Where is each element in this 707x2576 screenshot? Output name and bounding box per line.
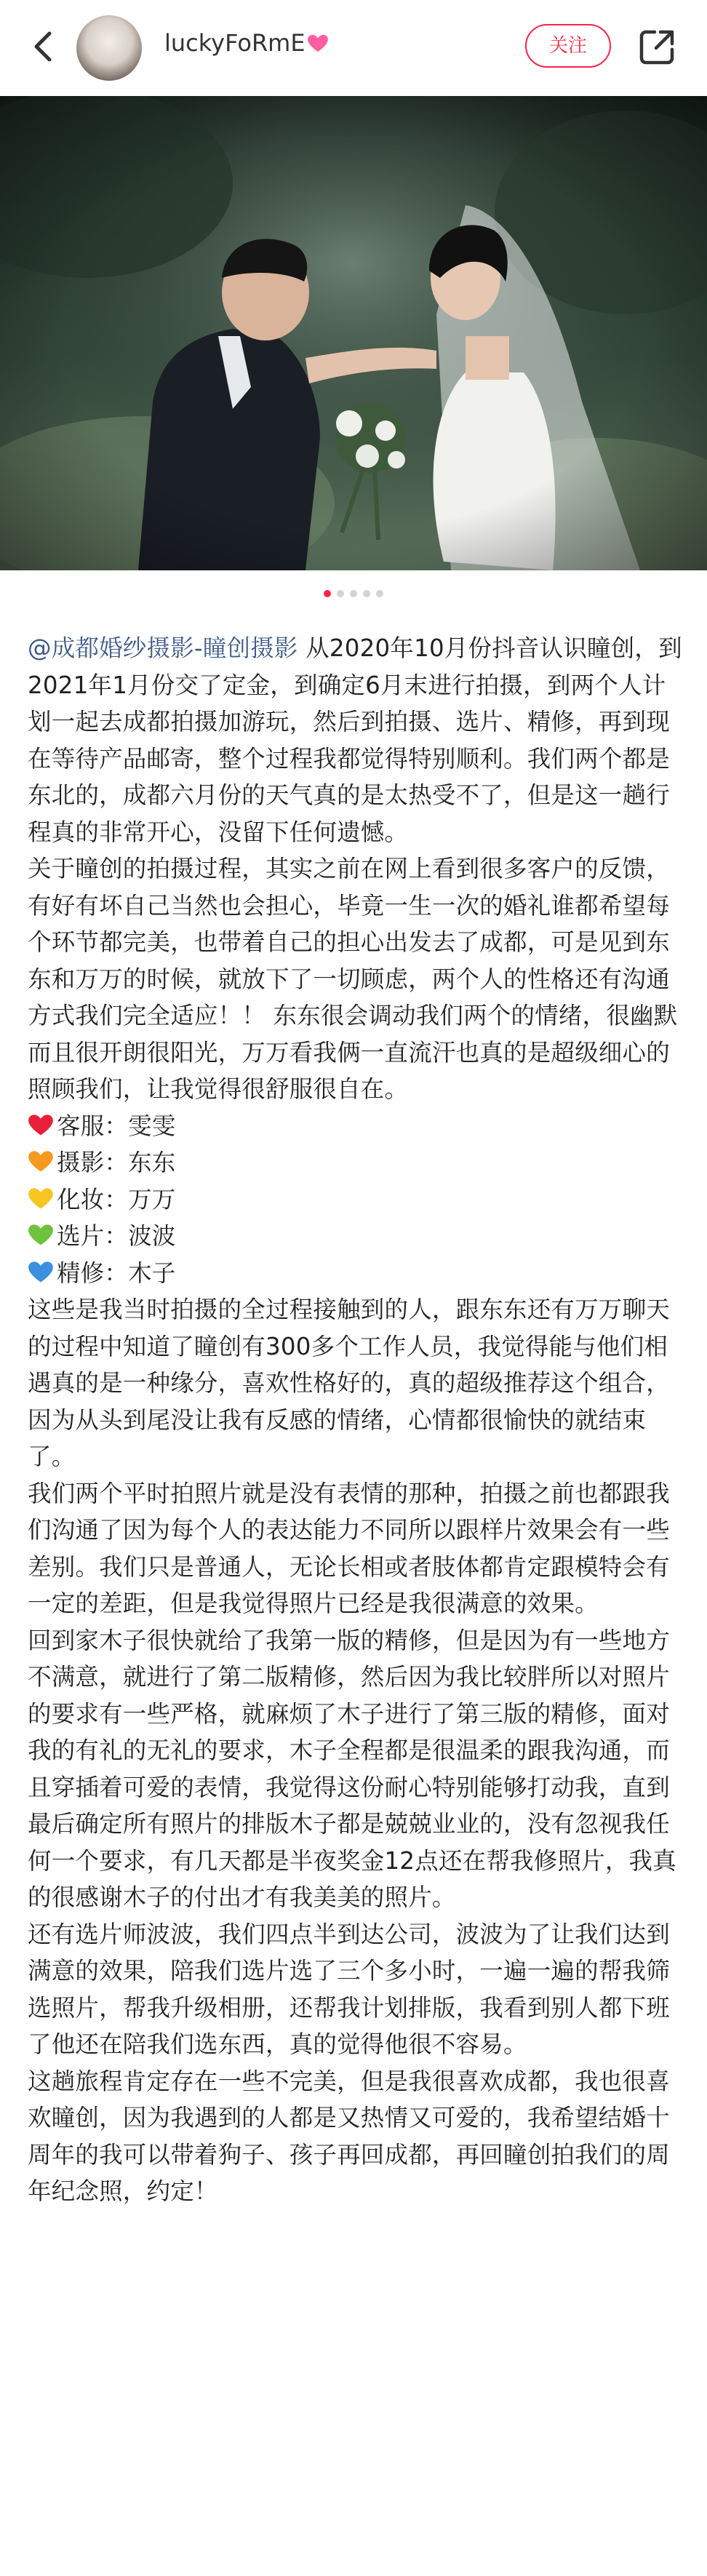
credit-item (28, 1255, 682, 1292)
pink-heart-icon (307, 34, 329, 53)
carousel-dot[interactable] (324, 590, 331, 597)
share-icon[interactable] (637, 26, 678, 67)
carousel-dots (0, 586, 707, 597)
mention-link[interactable]: @成都婚纱摄影-瞳创摄影 (28, 634, 298, 662)
orange-heart-icon (28, 1150, 54, 1173)
top-bar (0, 0, 707, 96)
wedding-photo-image (0, 96, 707, 570)
paragraph: 回到家木子很快就给了我第一版的精修，但是因为有一些地方不满意，就进行了第二版精修，然后因为我比较胖所以对照片的要求有一些严格，就麻烦了木子进行了第三版的精修，面对我的有礼的无礼的要求，木子全程都是很温柔的跟我沟通，而且穿插着可爱的表情，我觉得这份耐心特别能够打动我，直到最后确定所有照片的排版木子都是兢兢业业的，没有忽视我任何一个要求，有几天都是半夜奖金12点还在帮我修照片，我真的很感谢木子的付出才有我美美的照片。 (28, 1626, 676, 1911)
carousel-dot[interactable] (363, 590, 370, 597)
credit-item (28, 1108, 682, 1145)
username[interactable] (164, 29, 329, 57)
credit-label: 摄影：东东 (57, 1149, 176, 1176)
carousel-dot[interactable] (337, 590, 344, 597)
paragraph: 我们两个平时拍照片就是没有表情的那种，拍摄之前也都跟我们沟通了因为每个人的表达能力不同所以跟样片效果会有一些差别。我们只是普通人，无论长相或者肢体都肯定跟模特会有一定的差距，但是我觉得照片已经是我很满意的效果。 (28, 1479, 670, 1617)
credit-label: 精修：木子 (57, 1259, 176, 1287)
back-arrow-icon[interactable] (22, 25, 65, 68)
credit-label: 客服：雯雯 (57, 1112, 176, 1140)
carousel-dot[interactable] (376, 590, 383, 597)
post-content (28, 630, 682, 2210)
paragraph: 这些是我当时拍摄的全过程接触到的人，跟东东还有万万聊天的过程中知道了瞳创有300多个工作人员，我觉得能与他们相遇真的是一种缘分，喜欢性格好的，真的超级推荐这个组合，因为从头到尾没让我有反感的情绪，心情都很愉快的就结束了。 (28, 1296, 670, 1470)
credit-label: 选片：波波 (57, 1222, 176, 1250)
paragraph: 这趟旅程肯定存在一些不完美，但是我很喜欢成都，我也很喜欢瞳创，因为我遇到的人都是又热情又可爱的，我希望结婚十周年的我可以带着狗子、孩子再回成都，再回瞳创拍我们的周年纪念照，约定！ (28, 2067, 670, 2205)
credit-item (28, 1218, 682, 1255)
avatar[interactable] (76, 15, 142, 81)
carousel-dot[interactable] (350, 590, 357, 597)
paragraph: 关于瞳创的拍摄过程，其实之前在网上看到很多客户的反馈，有好有坏自己当然也会担心，毕竟一生一次的婚礼谁都希望每个环节都完美，也带着自己的担心出发去了成都，可是见到东东和万万的时候，就放下了一切顾虑，两个人的性格还有沟通方式我们完全适应！！ 东东很会调动我们两个的情绪，很幽默而且很开朗很阳光，万万看我俩一直流汗也真的是超级细心的照顾我们，让我觉得很舒服很自在。 (28, 855, 678, 1103)
paragraph-text: 从2020年10月份抖音认识瞳创，到2021年1月份交了定金，到确定6月末进行拍摄，到两个人计划一起去成都拍摄加游玩，然后到拍摄、选片、精修，再到现在等待产品邮寄，整个过程我都觉得特别顺利。我们两个都是东北的，成都六月份的天气真的是太热受不了，但是这一趟行程真的非常开心，没留下任何遗憾。 (28, 634, 682, 846)
username-text: luckyFoRmE (164, 29, 305, 57)
yellow-heart-icon (28, 1187, 54, 1211)
red-heart-icon (28, 1114, 54, 1137)
paragraph: 还有选片师波波，我们四点半到达公司，波波为了让我们达到满意的效果，陪我们选片选了三个多小时，一遍一遍的帮我筛选照片，帮我升级相册，还帮我计划排版，我看到别人都下班了他还在陪我们选东西，真的觉得他很不容易。 (28, 1920, 670, 2058)
credit-item (28, 1144, 682, 1181)
green-heart-icon (28, 1224, 54, 1247)
credit-label: 化妆：万万 (57, 1185, 176, 1213)
paragraph-intro (28, 630, 682, 850)
blue-heart-icon (28, 1261, 54, 1284)
credits-list (28, 1108, 682, 1292)
credit-item (28, 1181, 682, 1219)
post-photo[interactable] (0, 96, 707, 570)
follow-button[interactable]: 关注 (525, 24, 611, 68)
